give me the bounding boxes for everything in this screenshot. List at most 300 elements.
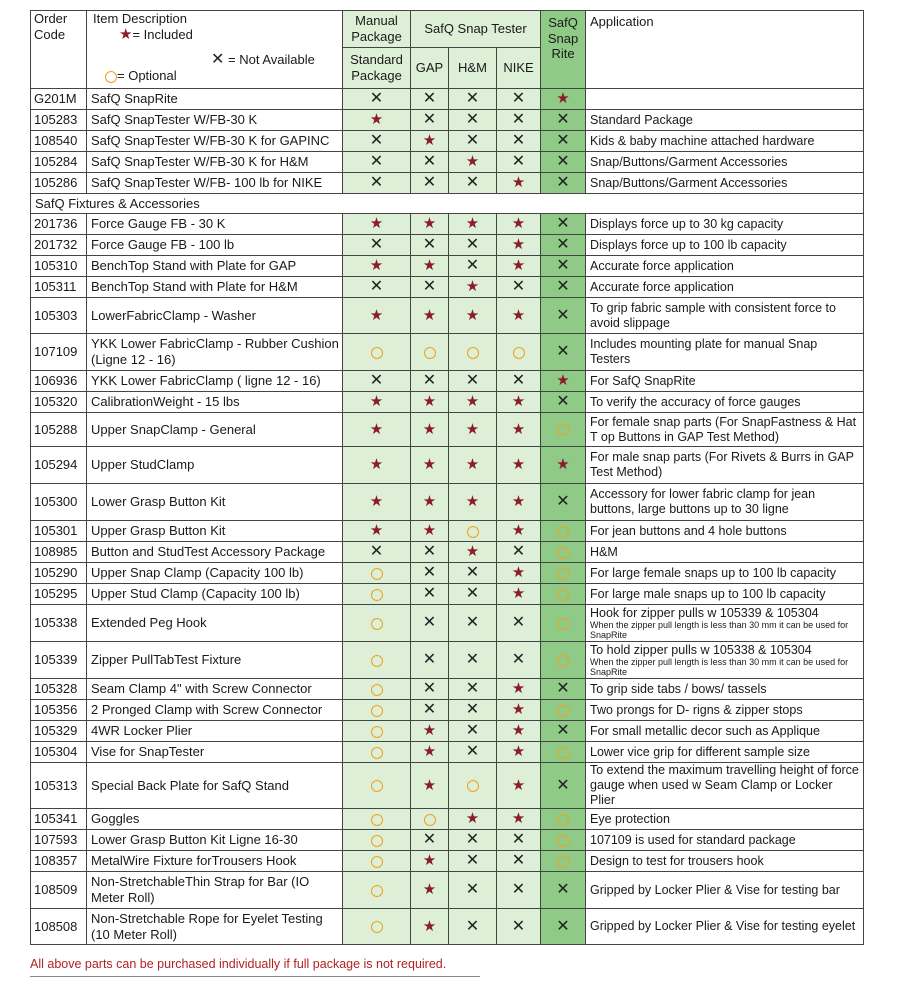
application-text: Displays force up to 30 kg capacity (590, 216, 784, 231)
x-icon: ✕ (556, 917, 570, 935)
gap-cell (411, 872, 449, 909)
item-description-cell: Button and StudTest Accessory Package (87, 542, 343, 563)
star-icon: ★ (511, 174, 526, 192)
optional-circle-icon (371, 780, 383, 792)
hm-cell (449, 851, 497, 872)
application-cell (586, 872, 864, 909)
gap-cell (411, 584, 449, 605)
footer-divider (30, 976, 480, 977)
order-code-cell: 108509 (31, 872, 87, 909)
application-text: Accessory for lower fabric clamp for jean buttons, large buttons up to 30 ligne (590, 487, 816, 516)
star-icon: ★ (465, 493, 480, 511)
star-icon: ★ (369, 493, 384, 511)
application-cell (586, 413, 864, 447)
nike-cell (497, 256, 541, 277)
snap-rite-header (541, 11, 586, 89)
legend-included-label: = Included (132, 26, 193, 42)
item-description-cell: Lower Grasp Button Kit Ligne 16-30 (87, 830, 343, 851)
application-note: When the zipper pull length is less than 30 mm it can be used for SnapRite (590, 657, 849, 677)
star-icon: ★ (465, 420, 480, 438)
star-icon: ★ (511, 236, 526, 254)
standard-package-cell (343, 872, 411, 909)
optional-circle-icon (557, 547, 569, 559)
star-icon: ★ (511, 585, 526, 603)
application-cell (586, 909, 864, 945)
table-row (31, 721, 864, 742)
snap-rite-cell (541, 809, 586, 830)
section-label: SafQ Fixtures & Accessories (31, 194, 864, 214)
table-row (31, 371, 864, 392)
order-code-cell: 201732 (31, 235, 87, 256)
snap-rite-cell (541, 909, 586, 945)
x-icon: ✕ (465, 90, 480, 107)
snap-rite-cell (541, 700, 586, 721)
x-icon: ✕ (422, 831, 437, 848)
x-icon: ✕ (369, 153, 384, 170)
order-code-cell: 105313 (31, 763, 87, 809)
gap-cell (411, 542, 449, 563)
table-row (31, 110, 864, 131)
standard-package-cell (343, 742, 411, 763)
item-description-cell: YKK Lower FabricClamp ( ligne 12 - 16) (87, 371, 343, 392)
x-icon: ✕ (422, 564, 437, 581)
x-icon: ✕ (556, 306, 570, 324)
order-code-cell: 105295 (31, 584, 87, 605)
snap-rite-cell (541, 542, 586, 563)
manual-package-header (343, 11, 411, 48)
footer-note: All above parts can be purchased individually if full package is not required. (30, 957, 447, 971)
order-code-cell: 105303 (31, 298, 87, 334)
star-icon: ★ (465, 543, 480, 561)
application-text: 107109 is used for standard package (590, 832, 796, 847)
x-icon: ✕ (369, 236, 384, 253)
star-icon: ★ (511, 564, 526, 582)
hm-cell (449, 909, 497, 945)
order-code-cell: 105301 (31, 521, 87, 542)
optional-circle-icon (557, 705, 569, 717)
hm-cell (449, 700, 497, 721)
x-icon: ✕ (422, 651, 437, 668)
item-description-cell: Lower Grasp Button Kit (87, 484, 343, 521)
hm-cell (449, 872, 497, 909)
standard-package-cell (343, 679, 411, 700)
x-icon: ✕ (556, 393, 570, 410)
order-code-cell: 105338 (31, 605, 87, 642)
star-icon: ★ (119, 25, 133, 43)
application-text: To verify the accuracy of force gauges (590, 394, 801, 409)
item-description-cell: Upper Stud Clamp (Capacity 100 lb) (87, 584, 343, 605)
table-row (31, 872, 864, 909)
gap-cell (411, 809, 449, 830)
standard-package-cell (343, 256, 411, 277)
order-code-cell: 105320 (31, 392, 87, 413)
gap-cell (411, 334, 449, 371)
application-text: Eye protection (590, 811, 670, 826)
table-row (31, 584, 864, 605)
gap-cell (411, 521, 449, 542)
star-icon: ★ (511, 215, 526, 233)
standard-package-cell (343, 89, 411, 110)
item-description-cell: Non-Stretchable Rope for Eyelet Testing (10 Meter Roll) (87, 909, 343, 945)
x-icon: ✕ (465, 614, 480, 631)
optional-circle-icon (371, 589, 383, 601)
table-row (31, 298, 864, 334)
product-table-container (30, 10, 864, 945)
gap-cell (411, 642, 449, 679)
nike-cell (497, 563, 541, 584)
application-cell (586, 830, 864, 851)
star-icon: ★ (556, 90, 570, 108)
snap-rite-cell (541, 872, 586, 909)
application-text: Snap/Buttons/Garment Accessories (590, 154, 788, 169)
gap-cell (411, 563, 449, 584)
optional-circle-icon (557, 835, 569, 847)
x-icon: ✕ (369, 372, 384, 389)
hm-cell (449, 642, 497, 679)
star-icon: ★ (369, 215, 384, 233)
x-icon: ✕ (465, 585, 480, 602)
gap-cell (411, 742, 449, 763)
hm-cell (449, 542, 497, 563)
star-icon: ★ (422, 743, 437, 761)
application-cell (586, 152, 864, 173)
application-text: For large female snaps up to 100 lb capacity (590, 565, 836, 580)
star-icon: ★ (422, 881, 437, 899)
x-icon: ✕ (422, 111, 437, 128)
star-icon: ★ (369, 456, 384, 474)
application-text: For large male snaps up to 100 lb capacity (590, 586, 826, 601)
order-code-cell: 105300 (31, 484, 87, 521)
snap-rite-cell (541, 721, 586, 742)
x-icon: ✕ (556, 680, 570, 697)
star-icon: ★ (511, 493, 526, 511)
table-row (31, 152, 864, 173)
optional-circle-icon (467, 526, 479, 538)
order-code-cell: 108508 (31, 909, 87, 945)
application-cell (586, 563, 864, 584)
item-description-cell: Non-StretchableThin Strap for Bar (IO Meter Roll) (87, 872, 343, 909)
application-cell (586, 392, 864, 413)
legend-optional-label: = Optional (117, 68, 177, 83)
optional-circle-icon (557, 747, 569, 759)
x-icon: ✕ (556, 215, 570, 232)
star-icon: ★ (556, 372, 570, 390)
application-text: Gripped by Locker Plier & Vise for testing eyelet (590, 919, 856, 933)
snap-rite-cell (541, 851, 586, 872)
x-icon: ✕ (465, 236, 480, 253)
x-icon: ✕ (465, 917, 480, 935)
item-description-cell: Seam Clamp 4" with Screw Connector (87, 679, 343, 700)
star-icon: ★ (465, 393, 480, 411)
application-text: Kids & baby machine attached hardware (590, 133, 815, 148)
x-icon: ✕ (556, 776, 570, 794)
order-code-cell: 105339 (31, 642, 87, 679)
x-icon: ✕ (422, 614, 437, 631)
hm-cell (449, 521, 497, 542)
snap-rite-cell (541, 447, 586, 484)
hm-cell (449, 131, 497, 152)
x-icon: ✕ (422, 680, 437, 697)
x-icon: ✕ (556, 236, 570, 253)
item-description-label: Item Description (93, 11, 187, 26)
order-code-cell: 105328 (31, 679, 87, 700)
application-cell (586, 371, 864, 392)
nike-cell (497, 542, 541, 563)
item-description-cell: MetalWire Fixture forTrousers Hook (87, 851, 343, 872)
application-header (586, 11, 864, 89)
x-icon: ✕ (422, 372, 437, 389)
gap-cell (411, 298, 449, 334)
gap-cell (411, 484, 449, 521)
table-row (31, 89, 864, 110)
x-icon: ✕ (511, 278, 526, 295)
x-icon: ✕ (511, 111, 526, 128)
snap-rite-cell (541, 371, 586, 392)
star-icon: ★ (511, 420, 526, 438)
application-cell (586, 89, 864, 110)
application-text: To extend the maximum travelling height of force gauge when used w Seam Clamp or Locker Plier (590, 763, 859, 807)
hm-cell (449, 447, 497, 484)
nike-cell (497, 277, 541, 298)
snap-rite-cell (541, 298, 586, 334)
snap-rite-cell (541, 256, 586, 277)
star-icon: ★ (369, 257, 384, 275)
item-description-cell: Upper SnapClamp - General (87, 413, 343, 447)
star-icon: ★ (422, 456, 437, 474)
standard-package-cell (343, 298, 411, 334)
top-rows (31, 89, 864, 194)
x-icon: ✕ (511, 917, 526, 935)
item-description-cell: Zipper PullTabTest Fixture (87, 642, 343, 679)
order-code-cell: 105290 (31, 563, 87, 584)
hm-cell (449, 277, 497, 298)
gap-cell (411, 721, 449, 742)
optional-circle-icon (371, 347, 383, 359)
hm-cell (449, 563, 497, 584)
x-icon: ✕ (556, 111, 570, 128)
hm-cell (449, 298, 497, 334)
hm-cell (449, 256, 497, 277)
hm-cell (449, 110, 497, 131)
standard-package-cell (343, 642, 411, 679)
table-row (31, 851, 864, 872)
application-cell (586, 256, 864, 277)
hm-cell (449, 721, 497, 742)
gap-cell (411, 131, 449, 152)
application-text: To hold zipper pulls w 105338 & 105304 (590, 643, 812, 658)
gap-cell (411, 830, 449, 851)
x-icon: ✕ (465, 132, 480, 149)
hm-cell (449, 334, 497, 371)
gap-cell (411, 447, 449, 484)
star-icon: ★ (369, 393, 384, 411)
hm-cell (449, 584, 497, 605)
hm-cell (449, 809, 497, 830)
nike-cell (497, 584, 541, 605)
snap-tester-label: SafQ Snap Tester (424, 21, 527, 37)
application-text: Snap/Buttons/Garment Accessories (590, 175, 788, 190)
table-row (31, 809, 864, 830)
x-icon: ✕ (422, 701, 437, 718)
optional-circle-icon (371, 747, 383, 759)
optional-circle-icon (467, 347, 479, 359)
x-icon: ✕ (511, 132, 526, 149)
optional-circle-icon (371, 726, 383, 738)
snap-tester-header (411, 11, 541, 48)
application-note: When the zipper pull length is less than 30 mm it can be used for SnapRite (590, 620, 849, 640)
nike-cell (497, 152, 541, 173)
star-icon: ★ (511, 776, 526, 794)
star-icon: ★ (465, 278, 480, 296)
star-icon: ★ (465, 215, 480, 233)
nike-cell (497, 851, 541, 872)
order-code-header (31, 11, 87, 89)
item-description-cell: Upper Grasp Button Kit (87, 521, 343, 542)
star-icon: ★ (511, 306, 526, 324)
item-description-cell: Vise for SnapTester (87, 742, 343, 763)
x-icon: ✕ (422, 585, 437, 602)
snap-rite-cell (541, 110, 586, 131)
nike-cell (497, 830, 541, 851)
snap-rite-cell (541, 235, 586, 256)
nike-cell (497, 131, 541, 152)
snap-rite-cell (541, 173, 586, 194)
standard-package-header (343, 48, 411, 89)
application-text: Accurate force application (590, 258, 734, 273)
order-code-cell: 105284 (31, 152, 87, 173)
star-icon: ★ (511, 456, 526, 474)
optional-circle-icon (371, 885, 383, 897)
application-cell (586, 584, 864, 605)
gap-cell (411, 256, 449, 277)
x-icon: ✕ (465, 564, 480, 581)
star-icon: ★ (465, 306, 480, 324)
nike-cell (497, 371, 541, 392)
optional-circle-icon (105, 71, 117, 83)
order-code-cell: 105294 (31, 447, 87, 484)
gap-cell (411, 605, 449, 642)
x-icon: ✕ (465, 372, 480, 389)
order-code-cell: 105311 (31, 277, 87, 298)
x-icon: ✕ (465, 881, 480, 898)
x-icon: ✕ (556, 174, 570, 191)
optional-circle-icon (371, 835, 383, 847)
item-description-cell: Upper StudClamp (87, 447, 343, 484)
x-icon: ✕ (465, 174, 480, 191)
star-icon: ★ (422, 306, 437, 324)
gap-cell (411, 371, 449, 392)
x-icon: ✕ (422, 543, 437, 560)
standard-package-cell (343, 413, 411, 447)
order-code-cell: 105304 (31, 742, 87, 763)
table-row (31, 214, 864, 235)
hm-cell (449, 152, 497, 173)
star-icon: ★ (511, 722, 526, 740)
application-text: For male snap parts (For Rivets & Burrs in GAP Test Method) (590, 450, 854, 479)
star-icon: ★ (369, 111, 384, 129)
nike-cell (497, 334, 541, 371)
hm-cell (449, 214, 497, 235)
application-text: For small metallic decor such as Applique (590, 723, 820, 738)
order-code-cell: 105341 (31, 809, 87, 830)
standard-package-cell (343, 371, 411, 392)
gap-cell (411, 679, 449, 700)
order-code-cell: 105356 (31, 700, 87, 721)
x-icon: ✕ (369, 278, 384, 295)
standard-package-cell (343, 700, 411, 721)
application-label: Application (590, 14, 654, 29)
nike-cell (497, 447, 541, 484)
application-cell (586, 131, 864, 152)
standard-package-cell (343, 110, 411, 131)
snap-rite-cell (541, 214, 586, 235)
gap-cell (411, 214, 449, 235)
standard-package-cell (343, 605, 411, 642)
x-icon: ✕ (556, 153, 570, 170)
star-icon: ★ (511, 701, 526, 719)
x-icon: ✕ (369, 174, 384, 191)
table-row (31, 277, 864, 298)
x-icon: ✕ (556, 881, 570, 898)
star-icon: ★ (511, 810, 526, 828)
application-text: H&M (590, 544, 618, 559)
star-icon: ★ (422, 917, 437, 935)
table-row (31, 256, 864, 277)
star-icon: ★ (465, 456, 480, 474)
standard-package-cell (343, 334, 411, 371)
x-icon: ✕ (211, 51, 225, 68)
x-icon: ✕ (465, 111, 480, 128)
snap-rite-cell (541, 484, 586, 521)
x-icon: ✕ (465, 722, 480, 739)
x-icon: ✕ (511, 881, 526, 898)
section-rows (31, 194, 864, 214)
item-description-cell: Force Gauge FB - 30 K (87, 214, 343, 235)
star-icon: ★ (511, 743, 526, 761)
star-icon: ★ (511, 393, 526, 411)
table-row (31, 131, 864, 152)
optional-circle-icon (371, 618, 383, 630)
application-text: Two prongs for D- rigns & zipper stops (590, 702, 803, 717)
nike-cell (497, 413, 541, 447)
table-row (31, 679, 864, 700)
nike-cell (497, 89, 541, 110)
application-cell (586, 742, 864, 763)
optional-circle-icon (557, 589, 569, 601)
optional-circle-icon (424, 814, 436, 826)
x-icon: ✕ (556, 493, 570, 510)
x-icon: ✕ (465, 680, 480, 697)
star-icon: ★ (422, 132, 437, 150)
x-icon: ✕ (465, 852, 480, 869)
legend-not-available-label: = Not Available (228, 52, 315, 67)
standard-package-cell (343, 131, 411, 152)
star-icon: ★ (422, 215, 437, 233)
order-code-cell: 105283 (31, 110, 87, 131)
x-icon: ✕ (511, 543, 526, 560)
snap-rite-cell (541, 679, 586, 700)
optional-circle-icon (557, 424, 569, 436)
x-icon: ✕ (465, 651, 480, 668)
optional-circle-icon (513, 347, 525, 359)
x-icon: ✕ (422, 236, 437, 253)
standard-package-cell (343, 235, 411, 256)
application-cell (586, 521, 864, 542)
nike-cell (497, 110, 541, 131)
application-cell (586, 642, 864, 679)
application-text: Gripped by Locker Plier & Vise for testing bar (590, 882, 840, 897)
x-icon: ✕ (422, 90, 437, 107)
